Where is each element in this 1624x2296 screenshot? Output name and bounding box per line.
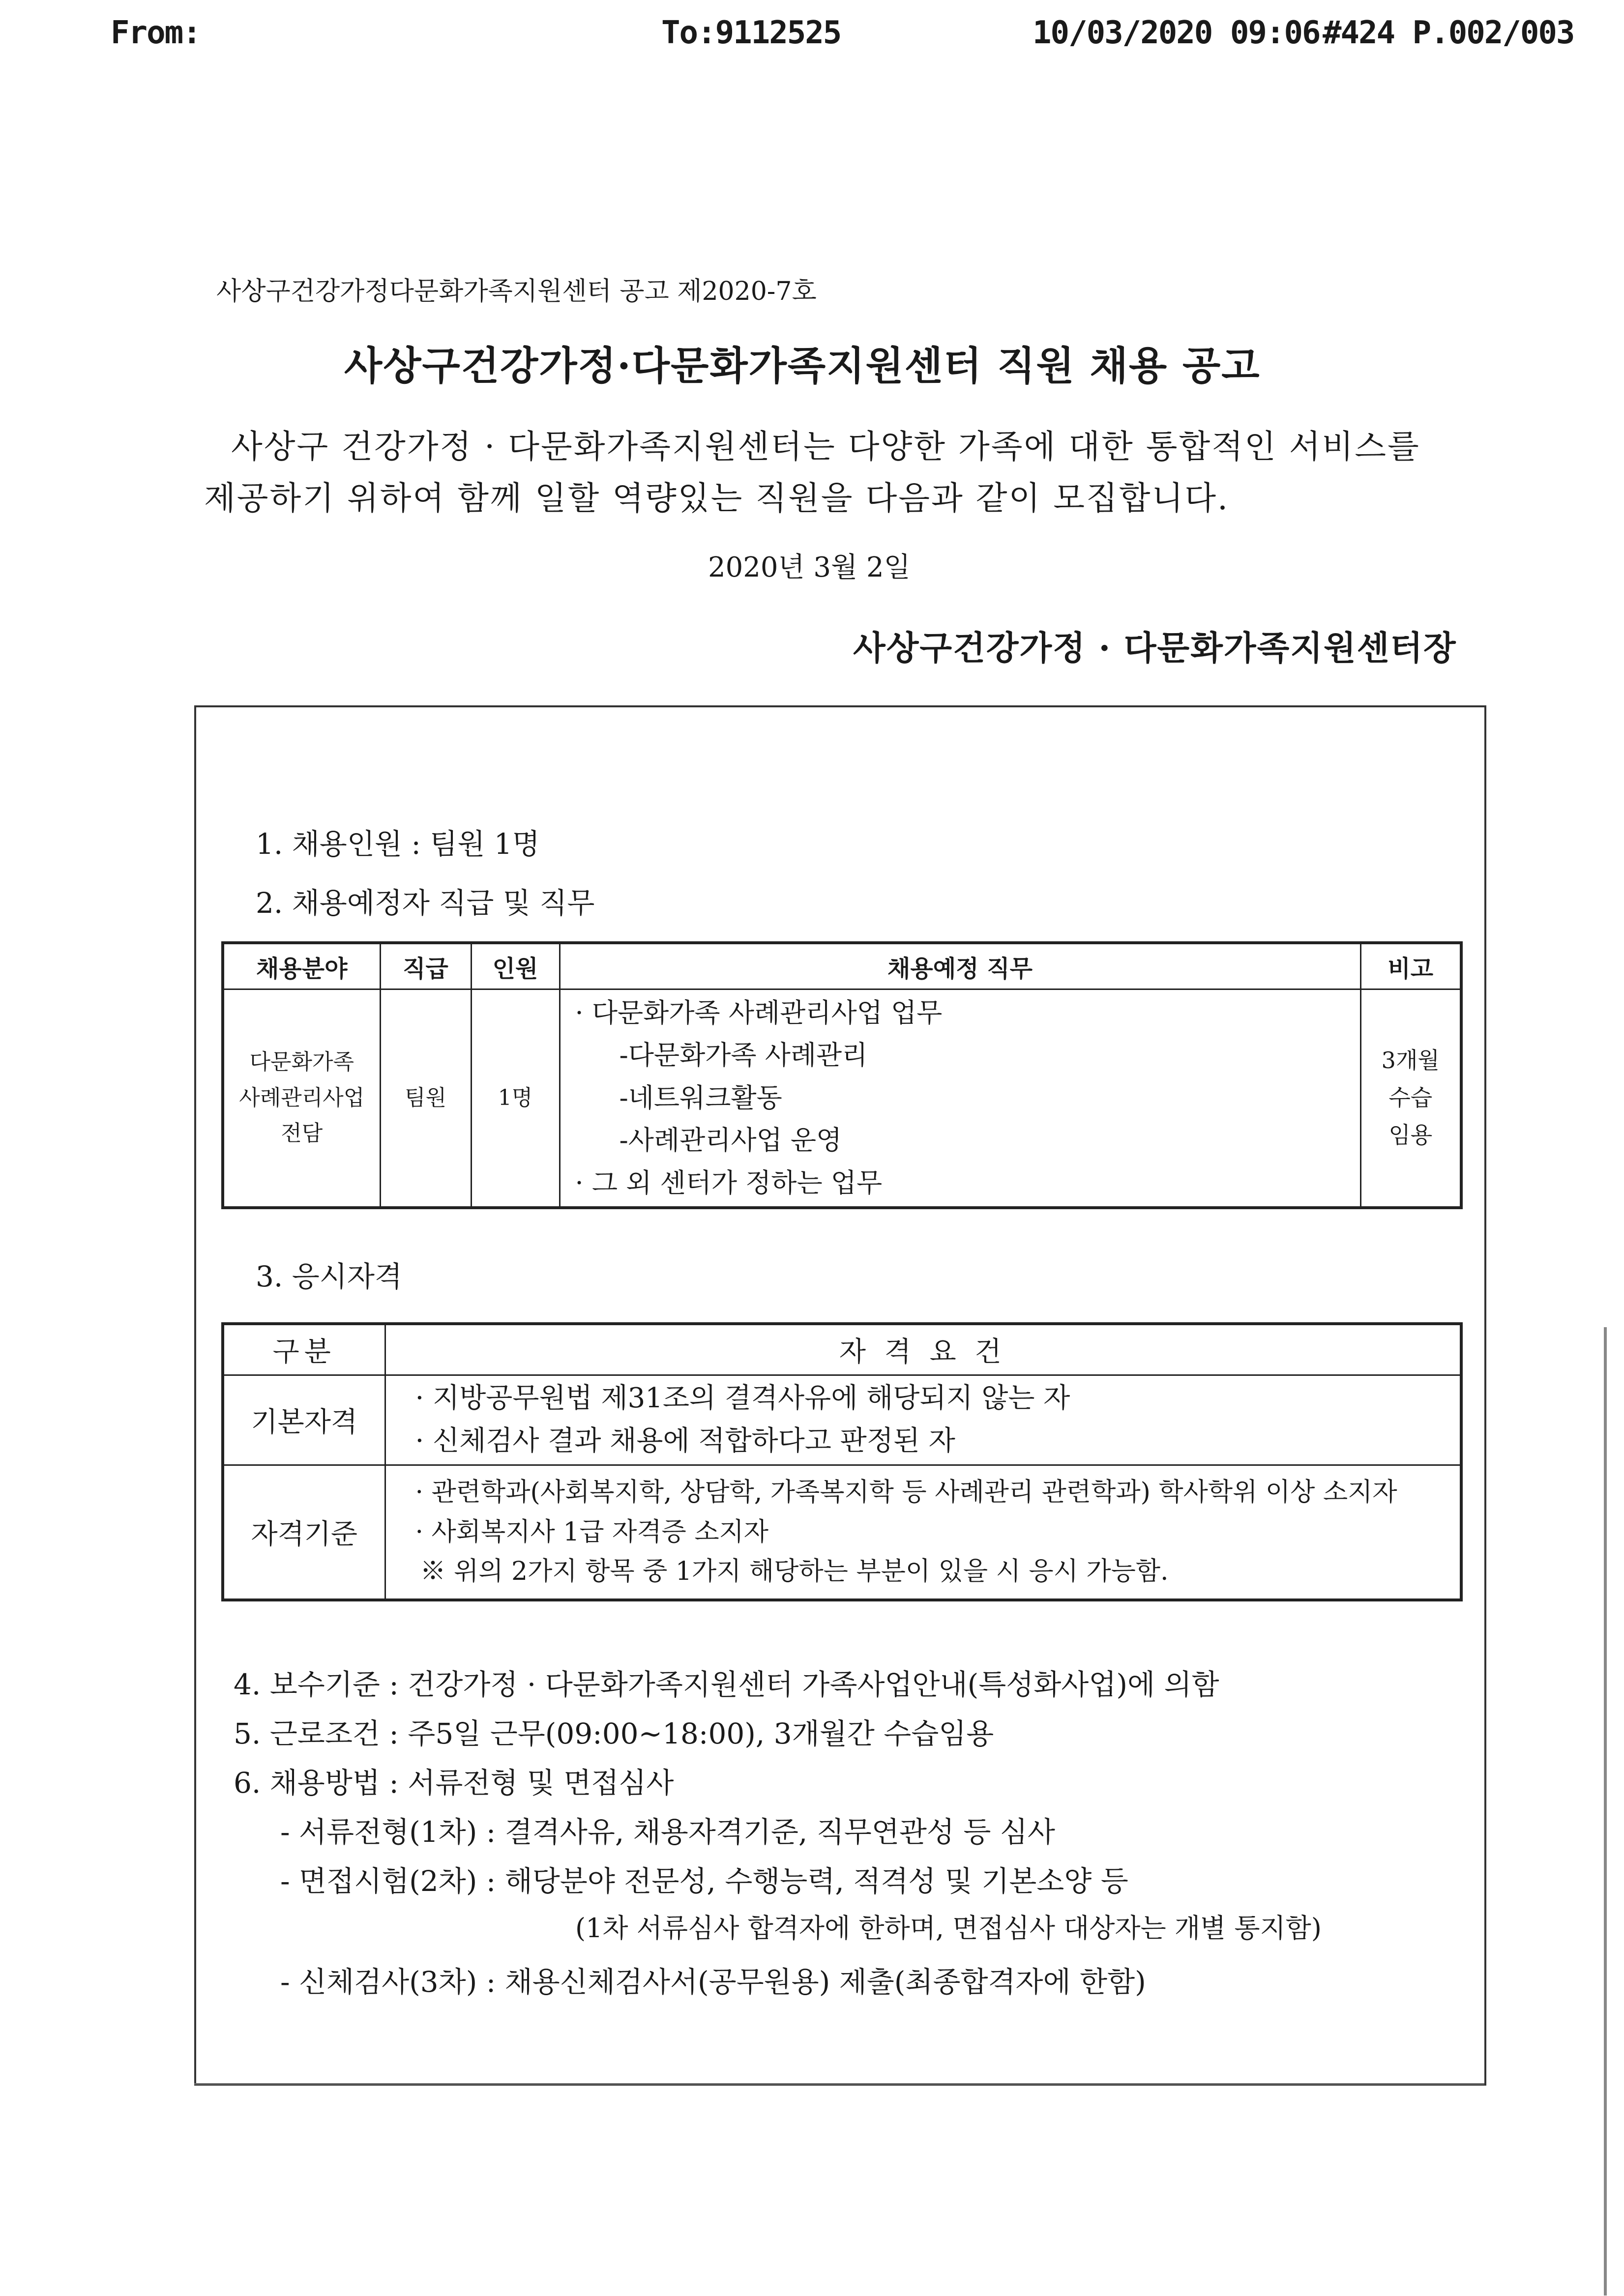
- header-requirements: 자 격 요 건: [385, 1324, 1461, 1375]
- duty-sub-2: -네트워크활동: [619, 1082, 782, 1113]
- basic-req-1: · 지방공무원법 제31조의 결격사유에 해당되지 않는 자: [415, 1382, 1070, 1415]
- note-line: 임용: [1388, 1121, 1433, 1148]
- basic-req-2: · 신체검사 결과 채용에 적합하다고 판정된 자: [415, 1425, 955, 1457]
- bottom-rule: [194, 2083, 1484, 2085]
- table-row: [223, 989, 1461, 1208]
- table-row: [223, 1465, 1461, 1600]
- basic-label: 기본자격: [223, 1375, 385, 1465]
- announcement-date: 2020년 3월 2일: [708, 552, 911, 583]
- selection-step-2: - 면접시험(2차) : 해당분야 전문성, 수행능력, 적격성 및 기본소양 등: [280, 1864, 1128, 1898]
- count-cell: 1명: [471, 989, 560, 1208]
- section-1-headcount: 1. 채용인원 : 팀원 1명: [256, 827, 540, 861]
- note-line: 수습: [1388, 1084, 1433, 1111]
- note-line: 3개월: [1381, 1047, 1440, 1074]
- field-line: 다문화가족: [249, 1049, 354, 1075]
- note-cell: [1360, 989, 1461, 1208]
- fax-datetime: 10/03/2020 09:06: [1033, 15, 1320, 51]
- header-field: 채용분야: [223, 943, 380, 989]
- criteria-requirements: [385, 1465, 1461, 1600]
- scan-edge-line: [1604, 1327, 1607, 2296]
- qualification-table: [221, 1322, 1463, 1601]
- issuer: 사상구건강가정 · 다문화가족지원센터장: [853, 629, 1457, 668]
- duties-cell: [560, 989, 1360, 1208]
- duty-sub-1: -다문화가족 사례관리: [619, 1040, 868, 1071]
- position-table: [221, 941, 1463, 1209]
- fax-page-number: #424 P.002/003: [1323, 15, 1574, 51]
- section-3-qualifications: 3. 응시자격: [256, 1260, 402, 1293]
- criteria-req-2: · 사회복지사 1급 자격증 소지자: [415, 1517, 769, 1547]
- header-category: 구분: [223, 1324, 385, 1375]
- header-count: 인원: [471, 943, 560, 989]
- section-2-position: 2. 채용예정자 직급 및 직무: [256, 886, 595, 920]
- notice-number: 사상구건강가정다문화가족지원센터 공고 제2020-7호: [216, 277, 817, 306]
- section-6-selection: 6. 채용방법 : 서류전형 및 면접심사: [234, 1766, 674, 1800]
- fax-from: From:: [111, 15, 201, 51]
- field-cell: [223, 989, 380, 1208]
- rank-cell: 팀원: [380, 989, 471, 1208]
- criteria-label: 자격기준: [223, 1465, 385, 1600]
- duty-main-2: · 그 외 센터가 정하는 업무: [575, 1167, 883, 1198]
- table-row: [223, 1375, 1461, 1465]
- duty-main-1: · 다문화가족 사례관리사업 업무: [575, 997, 943, 1029]
- criteria-note: ※ 위의 2가지 항목 중 1가지 해당하는 부분이 있을 시 응시 가능함.: [420, 1557, 1169, 1587]
- section-4-pay: 4. 보수기준 : 건강가정 · 다문화가족지원센터 가족사업안내(특성화사업)에 의함: [234, 1668, 1219, 1701]
- section-5-conditions: 5. 근로조건 : 주5일 근무(09:00~18:00), 3개월간 수습임용: [234, 1717, 994, 1750]
- header-note: 비고: [1360, 943, 1461, 989]
- selection-step-3: - 신체검사(3차) : 채용신체검사서(공무원용) 제출(최종합격자에 한함): [280, 1965, 1146, 1999]
- selection-step-2-note: (1차 서류심사 합격자에 한하며, 면접심사 대상자는 개별 통지함): [575, 1913, 1322, 1944]
- field-line: 전담: [281, 1121, 323, 1146]
- header-duties: 채용예정 직무: [560, 943, 1360, 989]
- duty-sub-3: -사례관리사업 운영: [619, 1125, 842, 1156]
- page-title: 사상구건강가정·다문화가족지원센터 직원 채용 공고: [344, 343, 1261, 389]
- header-rank: 직급: [380, 943, 471, 989]
- selection-step-1: - 서류전형(1차) : 결격사유, 채용자격기준, 직무연관성 등 심사: [280, 1815, 1055, 1849]
- fax-to: To:9112525: [661, 15, 841, 51]
- intro-line-1: 사상구 건강가정 · 다문화가족지원센터는 다양한 가족에 대한 통합적인 서비스를: [231, 428, 1420, 465]
- field-line: 사례관리사업: [239, 1085, 365, 1110]
- qualification-table-header: [223, 1324, 1461, 1375]
- criteria-req-1: · 관련학과(사회복지학, 상담학, 가족복지학 등 사례관리 관련학과) 학사학위 이상 소지자: [415, 1478, 1397, 1508]
- basic-requirements: [385, 1375, 1461, 1465]
- position-table-header: [223, 943, 1461, 989]
- intro-line-2: 제공하기 위하여 함께 일할 역량있는 직원을 다음과 같이 모집합니다.: [204, 479, 1229, 517]
